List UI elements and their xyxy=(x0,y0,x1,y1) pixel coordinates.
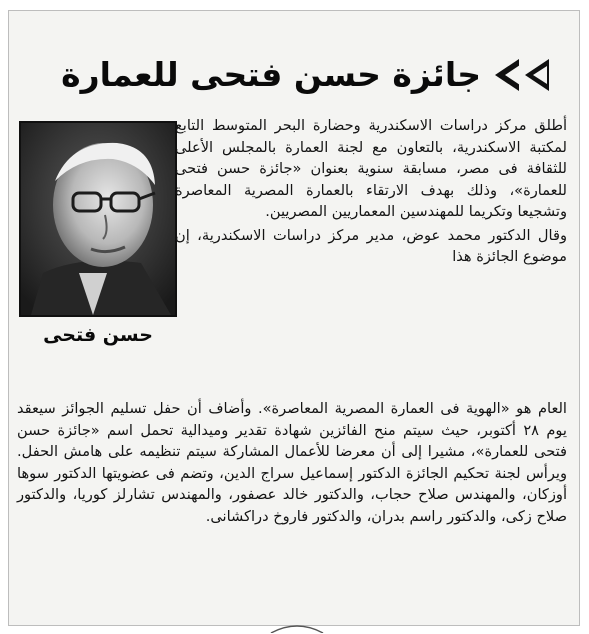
portrait-photo xyxy=(19,121,177,317)
portrait-drawing xyxy=(21,123,175,315)
article-paragraph-1: أطلق مركز دراسات الاسكندرية وحضارة البحر المتوسط التابع لمكتبة الاسكندرية، بالتعاون مع لجنة العمارة بالمجلس الأعلى للثقافة فى مصر، مسابقة سنوية بعنوان «جائزة حسن فتحى للعمارة»، وذلك بهدف الارتقاء بالعمارة المصرية المعاصرة وتشجيعا وتكريما للمهندسين المعماريين المصريين. xyxy=(175,117,567,220)
article-paragraph-2-rest: العام هو «الهوية فى العمارة المصرية المعاصرة». وأضاف أن حفل تسليم الجوائز سيعقد يوم ٢٨ أكتوبر، حيث سيتم منح الفائزين شهادة تقدير وميدالية تحمل اسم «جائزة حسن فتحى للعمارة»، مشيرا إلى أن معرضا للأعمال المشاركة سيتم تنظيمه على هامش الحفل. ويرأس لجنة تحكيم الجائزة الدكتور إسماعيل سراج الدين، وتضم فى عضويتها الدكتور سوها أوزكان، والمهندس صلاح حجاب، والدكتور خالد عصفور، والمهندس تشارلز كوريا، والدكتور صلاح زكى، والدكتور راسم بدران، والدكتور فاروخ دراكشانى. xyxy=(17,400,567,525)
article-body-column xyxy=(175,115,567,268)
bottom-ornament-icon xyxy=(269,623,325,633)
article-body-wide xyxy=(17,398,567,527)
article-headline: جائزة حسن فتحى للعمارة xyxy=(61,55,481,94)
newspaper-clipping xyxy=(8,10,580,626)
photo-caption: حسن فتحى xyxy=(43,324,153,346)
double-arrow-left-icon xyxy=(489,57,553,93)
article-paragraph-2-start: وقال الدكتور محمد عوض، مدير مركز دراسات الاسكندرية، إن موضوع الجائزة هذا xyxy=(175,226,567,265)
headline-row xyxy=(9,49,581,109)
